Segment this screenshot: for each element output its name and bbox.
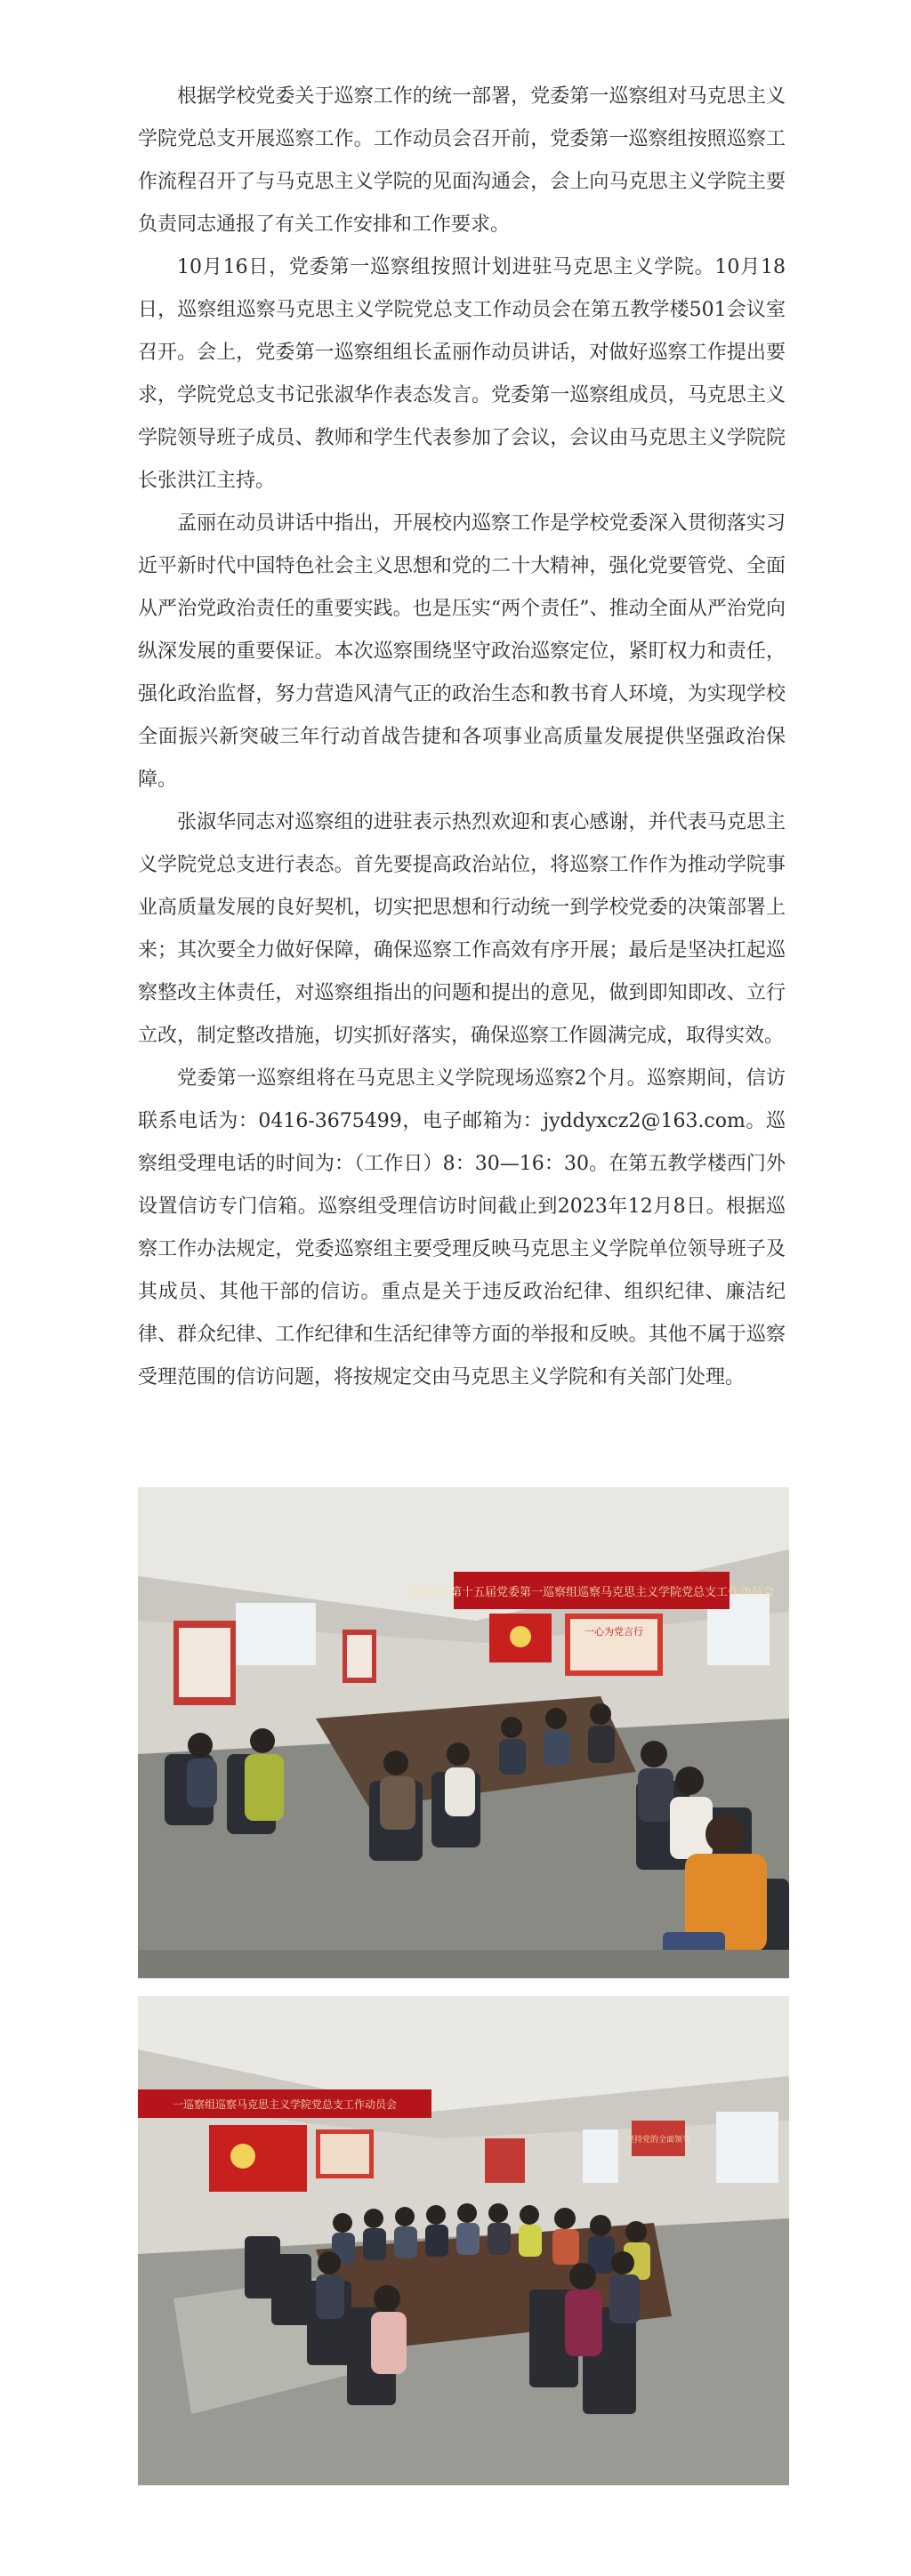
article-body (138, 76, 786, 1399)
banner-text-1: 2023年第十五届党委第一巡察组巡察马克思主义学院党总支工作动员会 (408, 1586, 775, 1599)
paragraph-4: 张淑华同志对巡察组的进驻表示热烈欢迎和衷心感谢，并代表马克思主义学院党总支进行表态。首先要提高政治站位，将巡察工作作为推动学院事业高质量发展的良好契机，切实把思想和行动统一到学校党委的决策部署上来；其次要全力做好保障，确保巡察工作高效有序开展；最后是坚决扛起巡察整改主体责任，对巡察组指出的问题和提出的意见，做到即知即改、立行立改，制定整改措施，切实抓好落实，确保巡察工作圆满完成，取得实效。 (138, 811, 786, 1047)
paragraph-3: 孟丽在动员讲话中指出，开展校内巡察工作是学校党委深入贯彻落实习近平新时代中国特色社会主义思想和党的二十大精神，强化党要管党、全面从严治党政治责任的重要实践。也是压实“两个责任”、推动全面从严治党向纵深发展的重要保证。本次巡察围绕坚守政治巡察定位，紧盯权力和责任，强化政治监督，努力营造风清气正的政治生态和教书育人环境，为实现学校全面振兴新突破三年行动首战告捷和各项事业高质量发展提供坚强政治保障。 (138, 512, 786, 791)
meeting-photo-1 (138, 1487, 789, 1978)
wall-slogan-2: 坚持党的全面领导 (625, 2136, 691, 2145)
paragraph-1: 根据学校党委关于巡察工作的统一部署，党委第一巡察组对马克思主义学院党总支开展巡察工作。工作动员会召开前，党委第一巡察组按照巡察工作流程召开了与马克思主义学院的见面沟通会，会上向马克思主义学院主要负责同志通报了有关工作安排和工作要求。 (138, 85, 786, 236)
paragraph-2: 10月16日，党委第一巡察组按照计划进驻马克思主义学院。10月18日，巡察组巡察马克思主义学院党总支工作动员会在第五教学楼501会议室召开。会上，党委第一巡察组组长孟丽作动员讲话，对做好巡察工作提出要求，学院党总支书记张淑华作表态发言。党委第一巡察组成员，马克思主义学院领导班子成员、教师和学生代表参加了会议，会议由马克思主义学院院长张洪江主持。 (138, 256, 786, 492)
board-text-1: 一心为党言行 (584, 1626, 643, 1638)
banner-text-2: 一巡察组巡察马克思主义学院党总支工作动员会 (172, 2098, 398, 2111)
meeting-photo-2 (138, 1996, 789, 2485)
paragraph-5: 党委第一巡察组将在马克思主义学院现场巡察2个月。巡察期间，信访联系电话为：0416-3675499，电子邮箱为：jyddyxcz2@163.com。巡察组受理电话的时间为：（工作日）8：30—16：30。在第五教学楼西门外设置信访专门信箱。巡察组受理信访时间截止到2023年12月8日。根据巡察工作办法规定，党委巡察组主要受理反映马克思主义学院单位领导班子及其成员、其他干部的信访。重点是关于违反政治纪律、组织纪律、廉洁纪律、群众纪律、工作纪律和生活纪律等方面的举报和反映。其他不属于巡察受理范围的信访问题，将按规定交由马克思主义学院和有关部门处理。 (138, 1067, 786, 1389)
